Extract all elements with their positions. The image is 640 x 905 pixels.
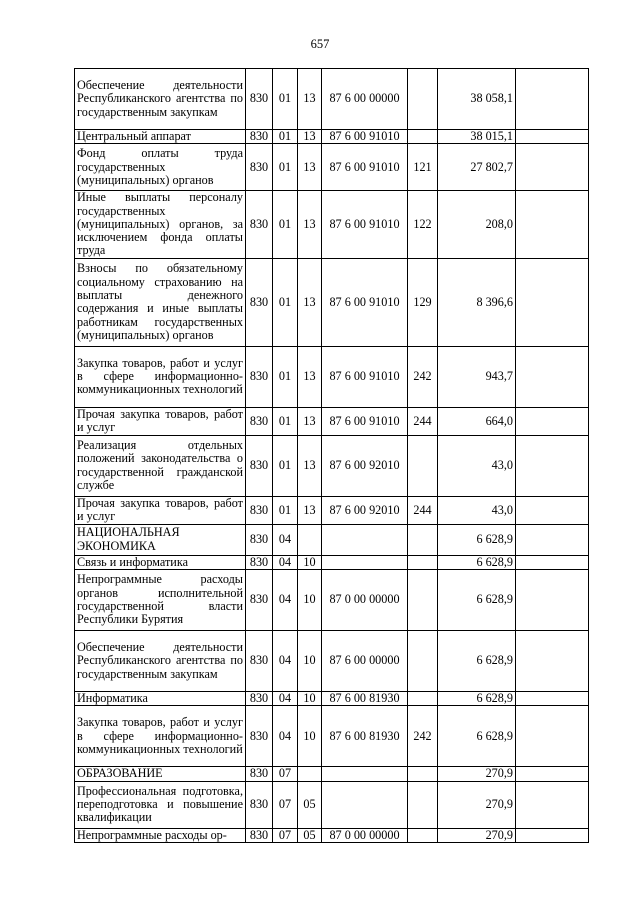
subsection-code: 13 [298,144,322,191]
section-code: 07 [273,828,298,842]
dept-code: 830 [246,144,273,191]
expense-type-code: 129 [408,258,438,346]
expense-type-code [408,69,438,130]
table-row [75,524,589,555]
table-row [75,258,589,346]
empty-cell [516,69,589,130]
target-article-code: 87 6 00 91010 [322,346,408,407]
amount: 6 628,9 [438,692,516,706]
expense-type-code [408,524,438,555]
row-name: Закупка товаров, работ и услуг в сфере информационно-коммуникационных технологий [75,706,246,767]
section-code: 01 [273,130,298,144]
row-name: Информатика [75,692,246,706]
subsection-code: 10 [298,631,322,692]
dept-code: 830 [246,706,273,767]
section-code: 04 [273,631,298,692]
section-code: 01 [273,435,298,496]
expense-type-code [408,130,438,144]
subsection-code: 05 [298,828,322,842]
row-name: Фонд оплаты труда государственных (муниципальных) органов [75,144,246,191]
dept-code: 830 [246,692,273,706]
subsection-code [298,767,322,781]
section-code: 01 [273,144,298,191]
table-row [75,144,589,191]
section-code: 04 [273,555,298,569]
empty-cell [516,781,589,828]
target-article-code [322,781,408,828]
row-name: Профессиональная подготовка, переподготовка и повышение квалификации [75,781,246,828]
table-row [75,69,589,130]
subsection-code: 10 [298,570,322,631]
section-code: 04 [273,524,298,555]
table-row [75,130,589,144]
section-code: 04 [273,570,298,631]
empty-cell [516,496,589,524]
dept-code: 830 [246,346,273,407]
amount: 208,0 [438,191,516,258]
empty-cell [516,130,589,144]
amount: 27 802,7 [438,144,516,191]
budget-table [74,68,589,843]
table-row [75,570,589,631]
target-article-code: 87 6 00 81930 [322,706,408,767]
dept-code: 830 [246,570,273,631]
expense-type-code [408,570,438,631]
target-article-code: 87 6 00 00000 [322,631,408,692]
target-article-code: 87 0 00 00000 [322,570,408,631]
empty-cell [516,631,589,692]
target-article-code: 87 6 00 81930 [322,692,408,706]
dept-code: 830 [246,496,273,524]
empty-cell [516,767,589,781]
dept-code: 830 [246,524,273,555]
row-name: Связь и информатика [75,555,246,569]
row-name: Иные выплаты персоналу государственных (муниципальных) органов, за исключением фонда оплаты труда [75,191,246,258]
target-article-code: 87 6 00 91010 [322,258,408,346]
subsection-code: 13 [298,69,322,130]
empty-cell [516,258,589,346]
section-code: 07 [273,781,298,828]
empty-cell [516,524,589,555]
row-name: Центральный аппарат [75,130,246,144]
expense-type-code [408,767,438,781]
target-article-code: 87 6 00 91010 [322,191,408,258]
subsection-code: 10 [298,692,322,706]
table-row [75,706,589,767]
target-article-code: 87 0 00 00000 [322,828,408,842]
table-row [75,631,589,692]
expense-type-code: 121 [408,144,438,191]
empty-cell [516,570,589,631]
amount: 6 628,9 [438,555,516,569]
subsection-code: 13 [298,346,322,407]
dept-code: 830 [246,435,273,496]
row-name: Непрограммные расходы органов исполнительной государственной власти Республики Бурятия [75,570,246,631]
dept-code: 830 [246,555,273,569]
expense-type-code [408,828,438,842]
row-name: Закупка товаров, работ и услуг в сфере информационно-коммуникационных технологий [75,346,246,407]
subsection-code: 10 [298,706,322,767]
amount: 8 396,6 [438,258,516,346]
section-code: 01 [273,69,298,130]
row-name: Реализация отдельных положений законодательства о государственной гражданской службе [75,435,246,496]
target-article-code: 87 6 00 92010 [322,435,408,496]
amount: 943,7 [438,346,516,407]
empty-cell [516,346,589,407]
subsection-code: 13 [298,407,322,435]
page-number: 657 [310,37,330,51]
row-name: Взносы по обязательному социальному страхованию на выплаты денежного содержания и иные выплаты работникам государственных (муниципальных) органов [75,258,246,346]
subsection-code: 13 [298,191,322,258]
row-name: Прочая закупка товаров, работ и услуг [75,496,246,524]
table-row [75,767,589,781]
expense-type-code [408,555,438,569]
expense-type-code [408,435,438,496]
dept-code: 830 [246,781,273,828]
row-name: Непрограммные расходы ор- [75,828,246,842]
target-article-code: 87 6 00 00000 [322,69,408,130]
expense-type-code: 244 [408,496,438,524]
expense-type-code: 122 [408,191,438,258]
table-row [75,435,589,496]
target-article-code: 87 6 00 92010 [322,496,408,524]
row-name: НАЦИОНАЛЬНАЯ ЭКОНОМИКА [75,524,246,555]
table-row [75,496,589,524]
subsection-code: 13 [298,435,322,496]
target-article-code [322,767,408,781]
row-name: Обеспечение деятельности Республиканского агентства по государственным закупкам [75,631,246,692]
table-row [75,407,589,435]
expense-type-code [408,692,438,706]
expense-type-code [408,781,438,828]
section-code: 01 [273,407,298,435]
amount: 6 628,9 [438,524,516,555]
amount: 270,9 [438,767,516,781]
empty-cell [516,706,589,767]
table-row [75,828,589,842]
row-name: Прочая закупка товаров, работ и услуг [75,407,246,435]
dept-code: 830 [246,767,273,781]
subsection-code: 05 [298,781,322,828]
amount: 6 628,9 [438,706,516,767]
amount: 38 058,1 [438,69,516,130]
section-code: 04 [273,692,298,706]
table-row [75,346,589,407]
amount: 38 015,1 [438,130,516,144]
dept-code: 830 [246,258,273,346]
empty-cell [516,407,589,435]
subsection-code: 13 [298,258,322,346]
section-code: 01 [273,346,298,407]
table-row [75,692,589,706]
subsection-code [298,524,322,555]
table-row [75,555,589,569]
target-article-code: 87 6 00 91010 [322,407,408,435]
amount: 664,0 [438,407,516,435]
empty-cell [516,435,589,496]
subsection-code: 10 [298,555,322,569]
table-row [75,781,589,828]
empty-cell [516,555,589,569]
amount: 43,0 [438,496,516,524]
empty-cell [516,191,589,258]
dept-code: 830 [246,407,273,435]
target-article-code [322,524,408,555]
expense-type-code: 242 [408,706,438,767]
dept-code: 830 [246,191,273,258]
row-name: ОБРАЗОВАНИЕ [75,767,246,781]
expense-type-code [408,631,438,692]
expense-type-code: 244 [408,407,438,435]
section-code: 01 [273,191,298,258]
table-row [75,191,589,258]
target-article-code: 87 6 00 91010 [322,130,408,144]
empty-cell [516,692,589,706]
subsection-code: 13 [298,496,322,524]
section-code: 01 [273,258,298,346]
dept-code: 830 [246,631,273,692]
amount: 270,9 [438,781,516,828]
amount: 6 628,9 [438,570,516,631]
amount: 270,9 [438,828,516,842]
dept-code: 830 [246,828,273,842]
section-code: 07 [273,767,298,781]
target-article-code: 87 6 00 91010 [322,144,408,191]
subsection-code: 13 [298,130,322,144]
empty-cell [516,828,589,842]
empty-cell [516,144,589,191]
section-code: 04 [273,706,298,767]
target-article-code [322,555,408,569]
amount: 43,0 [438,435,516,496]
dept-code: 830 [246,69,273,130]
dept-code: 830 [246,130,273,144]
expense-type-code: 242 [408,346,438,407]
row-name: Обеспечение деятельности Республиканского агентства по государственным закупкам [75,69,246,130]
section-code: 01 [273,496,298,524]
amount: 6 628,9 [438,631,516,692]
